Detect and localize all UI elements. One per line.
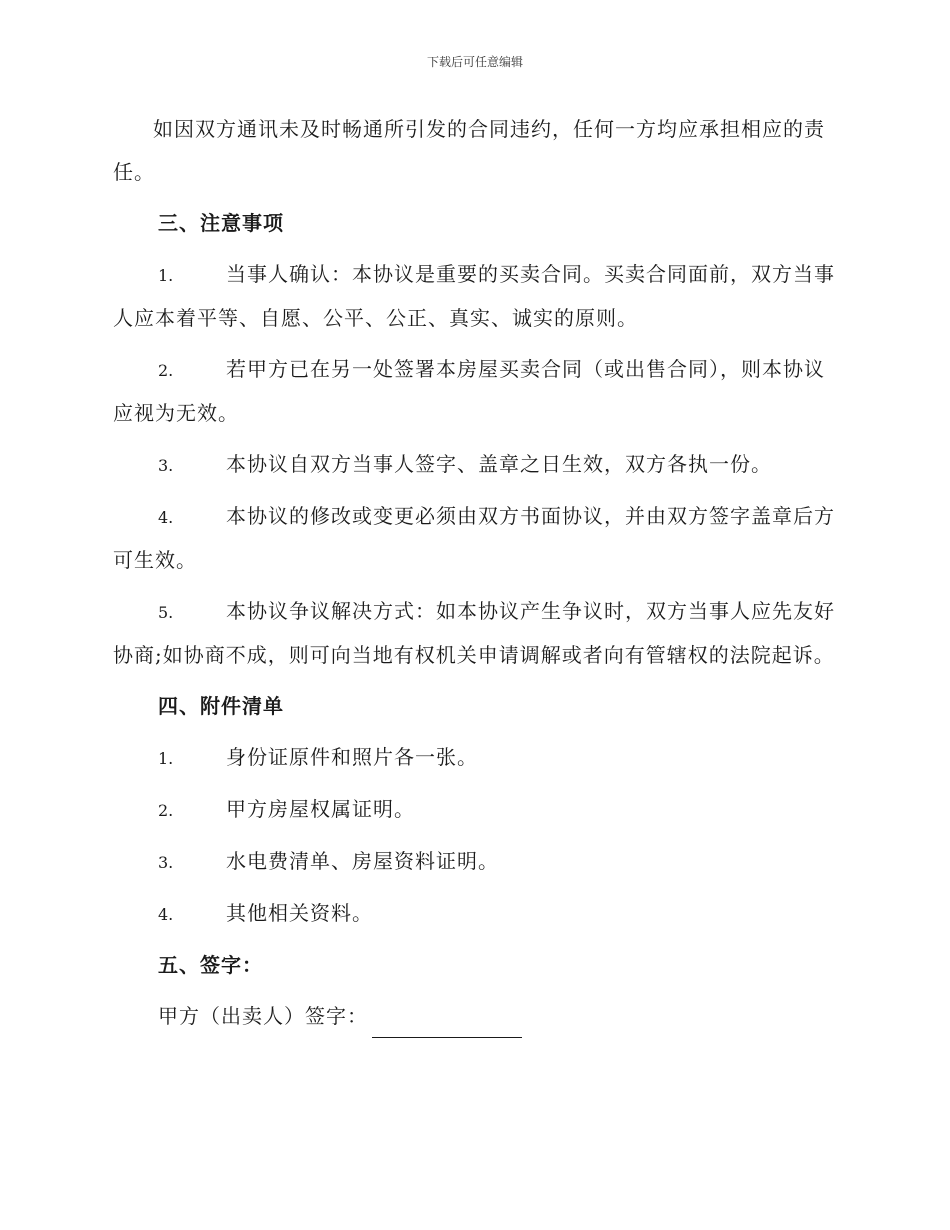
- notes-item: [113, 495, 835, 582]
- item-text: 本协议自双方当事人签字、盖章之日生效，双方各执一份。: [226, 452, 772, 476]
- item-number: 4.: [158, 508, 174, 527]
- attachment-item: [113, 840, 835, 884]
- item-number: 1.: [158, 266, 174, 285]
- notes-item: [113, 348, 835, 435]
- item-text: 若甲方已在另一处签署本房屋买卖合同（或出售合同），则本协议应视为无效。: [113, 357, 825, 425]
- item-text: 本协议争议解决方式：如本协议产生争议时，双方当事人应先友好协商;如协商不成，则可向当地有权机关申请调解或者向有管辖权的法院起诉。: [113, 599, 835, 667]
- section-heading-attachments: 四、附件清单: [158, 694, 284, 718]
- item-number: 3.: [158, 853, 174, 872]
- seller-signature-blank[interactable]: [372, 1009, 522, 1038]
- item-text: 本协议的修改或变更必须由双方书面协议，并由双方签字盖章后方可生效。: [113, 504, 835, 572]
- attachment-item: [113, 788, 835, 832]
- notes-item: [113, 443, 835, 487]
- attachment-item: [113, 736, 835, 780]
- seller-signature-line: [113, 995, 835, 1038]
- intro-paragraph: 如因双方通讯未及时畅通所引发的合同违约，任何一方均应承担相应的责任。: [113, 117, 825, 184]
- seller-signature-label: 甲方（出卖人）签字：: [158, 1004, 368, 1028]
- item-number: 1.: [158, 749, 174, 768]
- item-text: 身份证原件和照片各一张。: [226, 745, 478, 769]
- item-number: 3.: [158, 456, 174, 475]
- notes-item: [113, 590, 835, 677]
- item-text: 其他相关资料。: [226, 901, 373, 925]
- item-number: 5.: [158, 603, 174, 622]
- section-heading-notes: 三、注意事项: [158, 211, 284, 235]
- document-body: [113, 108, 835, 1038]
- item-number: 2.: [158, 361, 174, 380]
- header-note: 下载后可任意编辑: [426, 55, 523, 69]
- notes-item: [113, 253, 835, 340]
- item-text: 甲方房屋权属证明。: [226, 797, 415, 821]
- section-heading-signature: 五、签字：: [158, 953, 263, 977]
- item-text: 当事人确认：本协议是重要的买卖合同。买卖合同面前，双方当事人应本着平等、自愿、公平、公正、真实、诚实的原则。: [113, 262, 835, 330]
- item-number: 2.: [158, 801, 174, 820]
- attachment-item: [113, 892, 835, 936]
- item-number: 4.: [158, 905, 174, 924]
- item-text: 水电费清单、房屋资料证明。: [226, 849, 499, 873]
